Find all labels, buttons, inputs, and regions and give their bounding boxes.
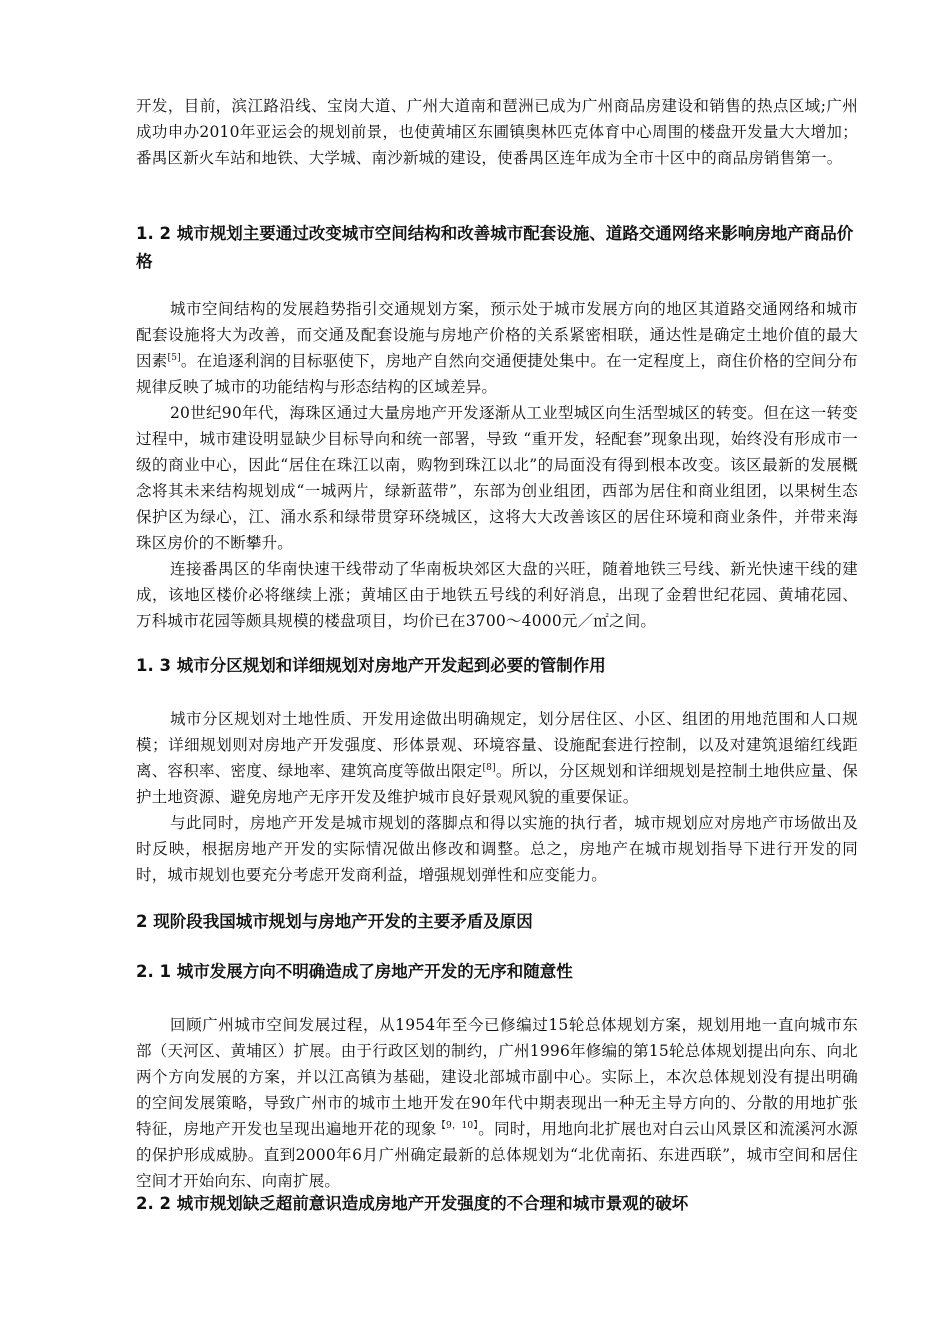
paragraph-text: 。在追逐利润的目标驱使下，房地产自然向交通便捷处集中。在一定程度上，商住价格的空间分布规律反映了城市的功能结构与形态结构的区域差异。: [136, 352, 858, 396]
paragraph-1-2-a: [136, 296, 858, 400]
citation-ref: 【9，10】: [436, 1121, 479, 1131]
citation-ref: [8]: [482, 763, 496, 773]
paragraph-text: 。同时，用地向北扩展也对白云山风景区和流溪河水源的保护形成威胁。直到2000年6月广州确定最新的总体规划为“北优南拓、东进西联”，城市空间和居住空间才开始向东、向南扩展。: [136, 1120, 858, 1190]
heading-2: 2 现阶段我国城市规划与房地产开发的主要矛盾及原因: [136, 912, 533, 931]
paragraph-1-3-b: 与此同时，房地产开发是城市规划的落脚点和得以实施的执行者，城市规划应对房地产市场做出及时反映，根据房地产开发的实际情况做出修改和调整。总之，房地产在城市规划指导下进行开发的同时，城市规划也要充分考虑开发商利益，增强规划弹性和应变能力。: [136, 814, 858, 884]
paragraph-text: 回顾广州城市空间发展过程，从1954年至今已修编过15轮总体规划方案，规划用地一直向城市东部（天河区、黄埔区）扩展。由于行政区划的制约，广州1996年修编的第15轮总体规划提出向东、向北两个方向发展的方案，并以江高镇为基础，建设北部城市副中心。实际上，本次总体规划没有提出明确的空间发展策略，导致广州市的城市土地开发在90年代中期表现出一种无主导方向的、分散的用地扩张特征，房地产开发也呈现出遍地开花的现象: [136, 1016, 858, 1138]
paragraph-1-2-b: 20世纪90年代，海珠区通过大量房地产开发逐渐从工业型城区向生活型城区的转变。但在这一转变过程中，城市建设明显缺少目标导向和统一部署，导致 “重开发，轻配套”现象出现，始终没有形成市一级的商业中心，因此“居住在珠江以南，购物到珠江以北”的局面没有得到根本改变。该区最新的发展概念将其未来结构规划成“一城两片，绿新蓝带”，东部为创业组团，西部为居住和商业组团，以果树生态保护区为绿心，江、涌水系和绿带贯穿环绕城区，这将大大改善该区的居住环境和商业条件，并带来海珠区房价的不断攀升。: [136, 404, 858, 552]
citation-ref: [5]: [167, 353, 181, 363]
heading-2-1: 2. 1 城市发展方向不明确造成了房地产开发的无序和随意性: [136, 962, 573, 981]
heading-1-2: 1. 2 城市规划主要通过改变城市空间结构和改善城市配套设施、道路交通网络来影响房地产商品价格: [136, 224, 854, 271]
heading-2-2: 2. 2 城市规划缺乏超前意识造成房地产开发强度的不合理和城市景观的破坏: [136, 1194, 689, 1213]
paragraph-1-2-c: 连接番禺区的华南快速干线带动了华南板块郊区大盘的兴旺，随着地铁三号线、新光快速干线的建成，该地区楼价必将继续上涨；黄埔区由于地铁五号线的利好消息，出现了金碧世纪花园、黄埔花园、万科城市花园等颇具规模的楼盘项目，均价已在3700～4000元／㎡之间。: [136, 560, 858, 630]
paragraph-1-3-a: [136, 706, 858, 810]
heading-1-3: 1. 3 城市分区规划和详细规划对房地产开发起到必要的管制作用: [136, 656, 606, 675]
paragraph-2-1: [136, 1012, 858, 1194]
paragraph-intro-continued: 开发，目前，滨江路沿线、宝岗大道、广州大道南和琶洲已成为广州商品房建设和销售的热点区域;广州成功申办2010年亚运会的规划前景，也使黄埔区东圃镇奥林匹克体育中心周围的楼盘开发量大大增加；番禺区新火车站和地铁、大学城、南沙新城的建设，使番禺区连年成为全市十区中的商品房销售第一。: [136, 97, 858, 167]
paragraph-text: 城市分区规划对土地性质、开发用途做出明确规定，划分居住区、小区、组团的用地范围和人口规模；详细规划则对房地产开发强度、形体景观、环境容量、设施配套进行控制，以及对建筑退缩红线距离、容积率、密度、绿地率、建筑高度等做出限定: [136, 710, 858, 780]
paragraph-text: 。所以，分区规划和详细规划是控制土地供应量、保护土地资源、避免房地产无序开发及维护城市良好景观风貌的重要保证。: [136, 762, 859, 806]
paragraph-text: 城市空间结构的发展趋势指引交通规划方案，预示处于城市发展方向的地区其道路交通网络和城市配套设施将大为改善，而交通及配套设施与房地产价格的关系紧密相联，通达性是确定土地价值的最大因素: [136, 300, 858, 370]
